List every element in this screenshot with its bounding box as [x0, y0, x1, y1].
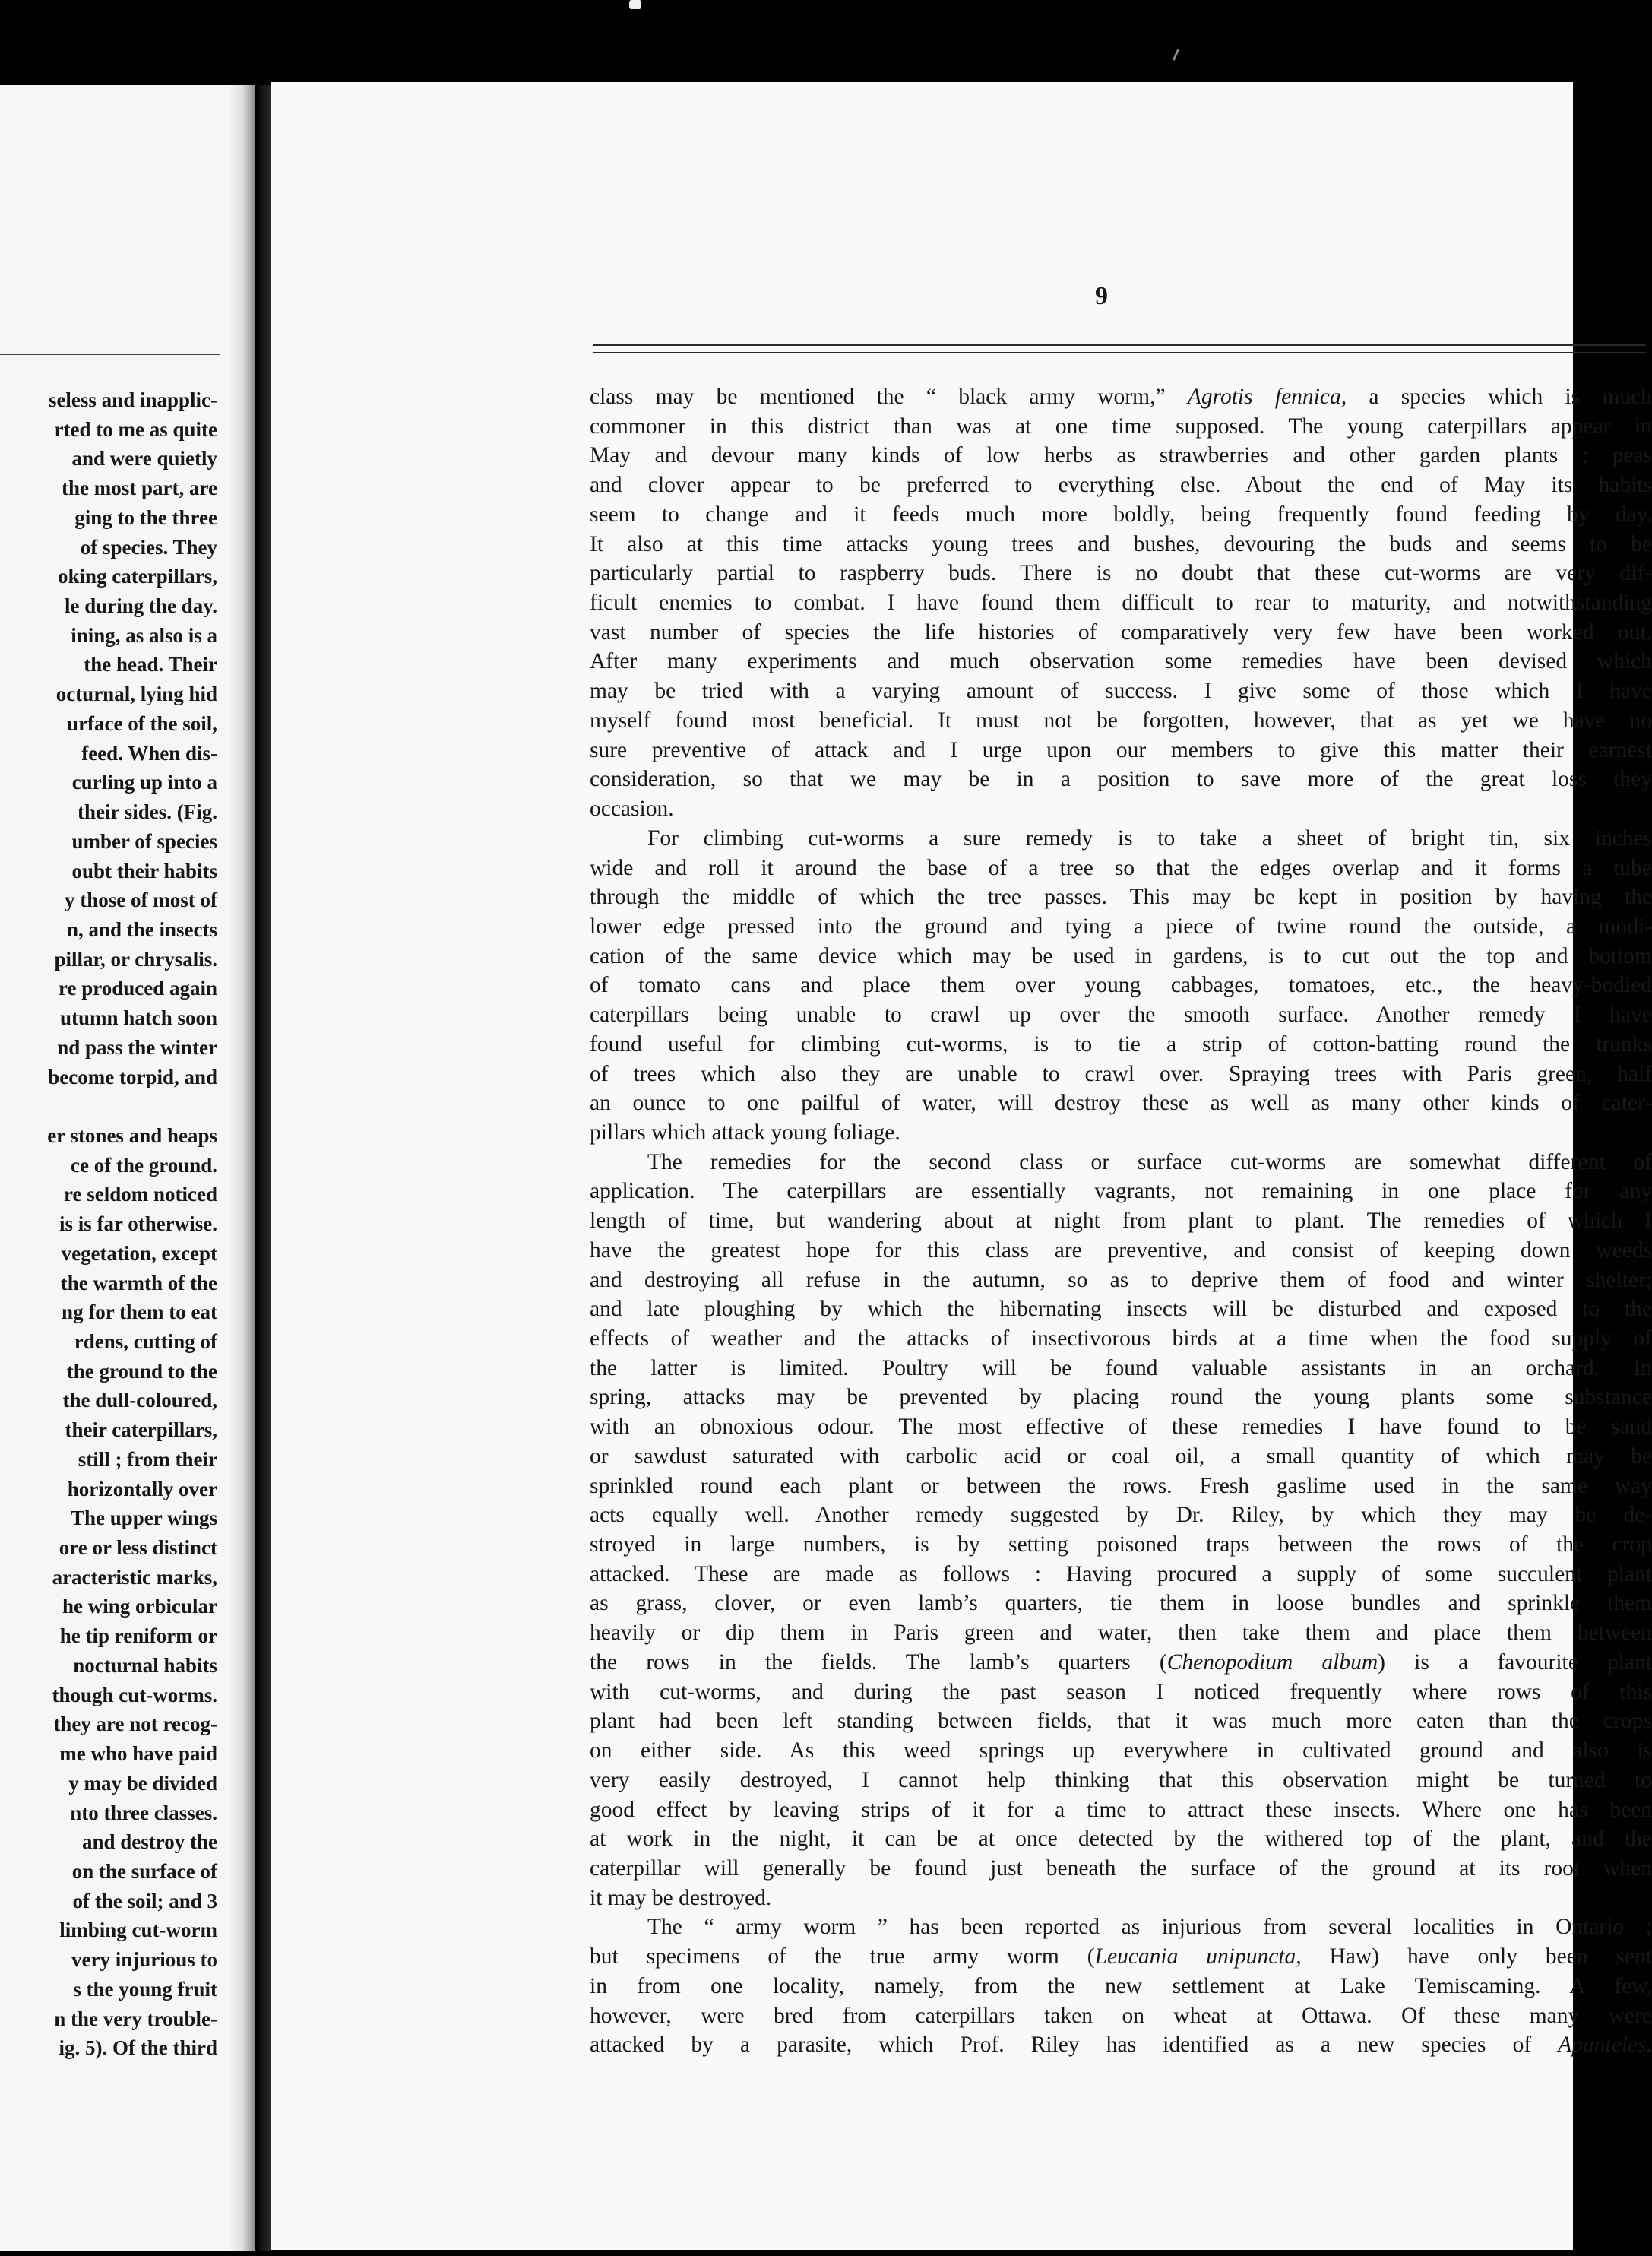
text-line: particularly partial to raspberry buds. There is no doubt that these cut-worms are very dif- — [590, 561, 1652, 586]
text-line: with cut-worms, and during the past season I noticed frequently where rows of this — [590, 1679, 1652, 1704]
text-line: the ground to the — [66, 1359, 217, 1383]
text-line: y may be divided — [68, 1771, 217, 1795]
text-line: attacked by a parasite, which Prof. Riley has identified as a new species of Apanteles. — [590, 2033, 1652, 2058]
text-line: have the greatest hope for this class are preventive, and consist of keeping down weeds — [590, 1237, 1652, 1263]
species-name: Leucania unipuncta, — [1094, 1944, 1302, 1969]
text-line: ore or less distinct — [59, 1536, 217, 1560]
text-line: found useful for climbing cut-worms, is to tie a strip of cotton-batting round the trunks — [590, 1031, 1652, 1057]
text-line: ng for them to eat — [62, 1301, 217, 1324]
text-line: may be tried with a varying amount of success. I give some of those which I have — [590, 679, 1652, 704]
text-line — [0, 1092, 217, 1121]
species-name: Agrotis fennica, — [1187, 385, 1347, 409]
main-page — [271, 82, 1652, 2250]
text-line: ce of the ground. — [71, 1153, 217, 1177]
text-line: It also at this time attacks young trees and bushes, devouring the buds and seems to be — [590, 531, 1652, 556]
text-line: rted to me as quite — [54, 417, 217, 441]
text-line: the warmth of the — [60, 1271, 217, 1294]
text-line: acts equally well. Another remedy suggested by Dr. Riley, by which they may be de- — [590, 1503, 1652, 1528]
text-line: become torpid, and — [48, 1065, 217, 1088]
text-line: and destroying all refuse in the autumn, so as to deprive them of food and winter shelter; — [590, 1267, 1652, 1292]
text-line: at work in the night, it can be at once detected by the withered top of the plant, and the — [590, 1827, 1652, 1852]
text-line: May and devour many kinds of low herbs as strawberries and other garden plants ; peas — [590, 443, 1652, 468]
text-line: pillar, or chrysalis. — [54, 947, 217, 971]
paragraph-start-line: For climbing cut-worms a sure remedy is to take a sheet of bright tin, six inches — [647, 825, 1652, 851]
text-line: The upper wings — [70, 1507, 217, 1530]
text-line: in from one locality, namely, from the new settlement at Lake Temiscaming. A few, — [590, 1973, 1652, 1998]
text-line: sprinkled round each plant or between the rows. Fresh gaslime used in the same way — [590, 1473, 1652, 1498]
text-line: ig. 5). Of the third — [59, 2036, 217, 2060]
text-line: an ounce to one pailful of water, will destroy these as well as many other kinds of cater- — [590, 1091, 1652, 1116]
text-line: rdens, cutting of — [74, 1330, 217, 1353]
text-line: feed. When dis- — [81, 741, 217, 765]
page-number: 9 — [1095, 282, 1108, 310]
text-line: cation of the same device which may be used in gardens, is to cut out the top and bottom — [590, 943, 1652, 968]
text-line: on either side. As this weed springs up everywhere in cultivated ground and also is — [590, 1738, 1652, 1763]
text-line: n, and the insects — [66, 917, 217, 941]
text-line: he tip reniform or — [59, 1624, 217, 1648]
text-line: ging to the three — [74, 505, 217, 529]
text-line: ficult enemies to combat. I have found them difficult to rear to maturity, and notwithstanding — [590, 591, 1652, 616]
text-line: they are not recog- — [53, 1713, 217, 1736]
text-line: oubt their habits — [71, 859, 217, 882]
body-text — [590, 382, 1652, 2060]
text-line: the dull-coloured, — [62, 1389, 217, 1412]
text-line: very easily destroyed, I cannot help thinking that this observation might be turned to — [590, 1767, 1652, 1792]
text-line: good effect by leaving strips of it for a time to attract these insects. Where one has been — [590, 1797, 1652, 1822]
paragraph-start-line: The remedies for the second class or surface cut-worms are somewhat different of — [647, 1149, 1652, 1174]
text-line: seem to change and it feeds much more boldly, being frequently found feeding by day. — [590, 502, 1652, 527]
text-line: heavily or dip them in Paris green and water, then take them and place them between — [590, 1621, 1652, 1646]
text-line: their caterpillars, — [65, 1418, 217, 1442]
text-line: utumn hatch soon — [59, 1006, 217, 1030]
text-line: aracteristic marks, — [52, 1565, 217, 1589]
text-line: limbing cut-worm — [59, 1919, 217, 1942]
text-line: and clover appear to be preferred to everything else. About the end of May its habits — [590, 473, 1652, 498]
text-line: of trees which also they are unable to crawl over. Spraying trees with Paris green, half — [590, 1061, 1652, 1086]
text-line: nd pass the winter — [57, 1035, 217, 1059]
text-line: seless and inapplic- — [48, 388, 217, 411]
text-line: it may be destroyed. — [590, 1885, 772, 1910]
scan-speck — [629, 0, 641, 9]
text-line: attacked. These are made as follows : Having procured a supply of some succulent plant — [590, 1561, 1652, 1586]
text-line: y those of most of — [65, 889, 217, 912]
text-line: occasion. — [590, 797, 674, 822]
text-line: After many experiments and much observation some remedies have been devised which — [590, 649, 1652, 674]
text-line: the head. Their — [84, 653, 217, 676]
paragraph-start-line: The “ army worm ” has been reported as injurious from several localities in Ontario ; — [647, 1915, 1652, 1940]
text-line: lower edge pressed into the ground and tying a piece of twine round the outside, a modi- — [590, 914, 1652, 939]
text-line: wide and roll it around the base of a tree so that the edges overlap and it forms a tube — [590, 855, 1652, 880]
text-line: stroyed in large numbers, is by setting poisoned traps between the rows of the crop — [590, 1532, 1652, 1557]
text-line: he wing orbicular — [62, 1595, 217, 1618]
text-line: or sawdust saturated with carbolic acid or coal oil, a small quantity of which may be — [590, 1443, 1652, 1469]
scan-speck — [1173, 49, 1179, 61]
text-line: length of time, but wandering about at night from plant to plant. The remedies of which I — [590, 1209, 1652, 1234]
text-line: umber of species — [71, 829, 217, 853]
text-line: still ; from their — [78, 1447, 217, 1471]
species-name: Apanteles. — [1558, 2033, 1652, 2058]
text-line: caterpillars being unable to crawl up over the smooth surface. Another remedy I have — [590, 1003, 1652, 1028]
text-line: through the middle of which the tree passes. This may be kept in position by having the — [590, 885, 1652, 910]
text-line: sure preventive of attack and I urge upon our members to give this matter their earnest — [590, 737, 1652, 762]
text-line: vegetation, except — [61, 1241, 217, 1265]
text-line: curling up into a — [71, 771, 217, 794]
text-line: spring, attacks may be prevented by placing round the young plants some substance — [590, 1385, 1652, 1410]
text-line: pillars which attack young foliage. — [590, 1120, 900, 1145]
text-line: n the very trouble- — [54, 2007, 217, 2030]
text-line: though cut-worms. — [52, 1683, 217, 1706]
text-line: the most part, are — [62, 477, 217, 500]
text-line: vast number of species the life histories of comparatively very few have been worked out. — [590, 619, 1652, 645]
text-line: caterpillar will generally be found just beneath the surface of the ground at its root when — [590, 1855, 1652, 1881]
text-line: as grass, clover, or even lamb’s quarters, tie them in loose bundles and sprinkle them — [590, 1591, 1652, 1616]
text-line: of tomato cans and place them over young cabbages, tomatoes, etc., the heavy-bodied — [590, 973, 1652, 998]
text-line: ining, as also is a — [71, 623, 217, 647]
header-double-rule — [593, 344, 1646, 353]
text-line: urface of the soil, — [67, 711, 217, 735]
text-line: octurnal, lying hid — [55, 683, 217, 706]
text-line: however, were bred from caterpillars taken on wheat at Ottawa. Of these many were — [590, 2003, 1652, 2028]
text-line: very injurious to — [71, 1948, 217, 1972]
text-line: horizontally over — [67, 1477, 217, 1500]
left-page-rule — [0, 353, 220, 358]
text-line: oking caterpillars, — [58, 565, 217, 588]
text-line: and late ploughing by which the hibernating insects will be disturbed and exposed to the — [590, 1297, 1652, 1322]
text-line: on the surface of — [71, 1859, 217, 1883]
left-page-text-column — [0, 385, 217, 2063]
text-line: myself found most beneficial. It must not be forgotten, however, that as yet we have no — [590, 708, 1652, 733]
text-line: nto three classes. — [70, 1801, 217, 1824]
text-line: and destroy the — [81, 1830, 217, 1854]
text-line: re seldom noticed — [64, 1183, 217, 1206]
text-line: is is far otherwise. — [59, 1212, 217, 1236]
text-line: the latter is limited. Poultry will be found valuable assistants in an orchard. In — [590, 1355, 1652, 1380]
text-line: nocturnal habits — [73, 1653, 217, 1677]
text-line: commoner in this district than was at one time supposed. The young caterpillars appear in — [590, 413, 1652, 439]
text-line: the rows in the fields. The lamb’s quarters (Chenopodium album) is a favourite plant — [590, 1649, 1652, 1675]
text-line: their sides. (Fig. — [78, 800, 217, 824]
text-line: class may be mentioned the “ black army worm,” Agrotis fennica, a species which is much — [590, 385, 1652, 409]
text-line: le during the day. — [64, 594, 217, 618]
text-line: and were quietly — [71, 447, 217, 471]
text-line: of species. They — [80, 535, 217, 559]
text-line: of the soil; and 3 — [72, 1889, 217, 1912]
text-line: with an obnoxious odour. The most effective of these remedies I have found to be sand — [590, 1415, 1652, 1440]
left-page-fragment — [0, 85, 255, 2251]
text-line: application. The caterpillars are essentially vagrants, not remaining in one place for any — [590, 1179, 1652, 1204]
text-line: but specimens of the true army worm (Leucania unipuncta, Haw) have only been sent — [590, 1944, 1652, 1969]
text-line: effects of weather and the attacks of insectivorous birds at a time when the food supply of — [590, 1326, 1652, 1351]
text-line: consideration, so that we may be in a position to save more of the great loss they — [590, 767, 1652, 792]
text-line: me who have paid — [59, 1742, 217, 1766]
book-gutter-shadow — [228, 85, 271, 2251]
species-name: Chenopodium album — [1166, 1649, 1378, 1675]
text-line: re produced again — [58, 977, 217, 1000]
text-line: plant had been left standing between fields, that it was much more eaten than the crops — [590, 1709, 1652, 1734]
text-line: s the young fruit — [73, 1977, 217, 2001]
text-line: er stones and heaps — [47, 1123, 217, 1147]
